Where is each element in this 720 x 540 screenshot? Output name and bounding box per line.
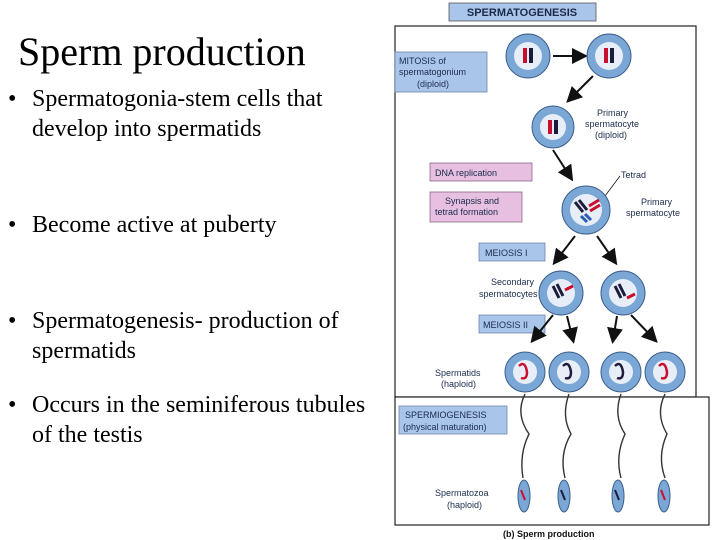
figure-caption: (b) Sperm production <box>503 529 595 539</box>
bullet-dot-icon: • <box>8 212 17 238</box>
bullet-text: Spermatogonia-stem cells that develop into spermatids <box>32 86 323 142</box>
bullet-dot-icon: • <box>8 86 17 112</box>
meiosis-one-label: MEIOSIS I <box>485 248 528 258</box>
bullet-text: Become active at puberty <box>32 212 277 238</box>
bullet-item <box>8 306 378 366</box>
primary-spermatocyte-tetrad-label: Primary spermatocyte <box>626 197 681 218</box>
spermatogenesis-figure <box>393 0 713 540</box>
bullet-text: Spermatogenesis- production of spermatids <box>32 308 339 364</box>
bullet-dot-icon: • <box>8 392 17 418</box>
spermatids-label: Spermatids (haploid) <box>435 368 481 389</box>
synapsis-label: Synapsis and tetrad formation <box>435 196 500 217</box>
bullet-dot-icon: • <box>8 308 17 334</box>
slide-title: Sperm production <box>18 29 306 74</box>
primary-spermatocyte-label: Primary spermatocyte (diploid) <box>585 108 640 140</box>
bullet-item <box>8 84 378 144</box>
bullet-item <box>8 390 378 450</box>
meiosis-two-label: MEIOSIS II <box>483 320 529 330</box>
dna-replication-label: DNA replication <box>435 168 498 178</box>
tetrad-label: Tetrad <box>621 170 647 180</box>
secondary-spermatocytes-label: Secondary spermatocytes <box>479 277 538 299</box>
bullet-text: Occurs in the seminiferous tubules of the testis <box>32 392 366 448</box>
figure-header: SPERMATOGENESIS <box>466 7 578 19</box>
bullet-item <box>8 210 378 240</box>
mitosis-label: MITOSIS of spermatogonium (diploid) <box>399 56 467 89</box>
spermiogenesis-label: SPERMIOGENESIS (physical maturation) <box>403 410 487 432</box>
spermatozoa-label: Spermatozoa (haploid) <box>435 488 489 510</box>
